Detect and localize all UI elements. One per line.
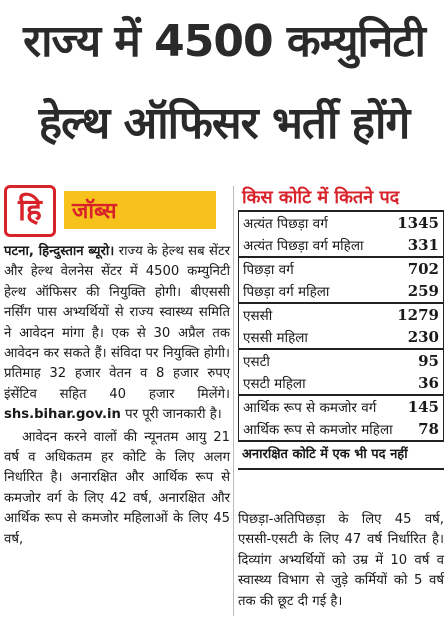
paragraph-1-text: राज्य के हेल्थ सब सेंटर और हेल्थ वेलनेस सेंटर में 4500 कम्युनिटी हेल्थ ऑफिसर की नियुक्ति होगी। बीएससी नर्सिंग पास अभ्यर्थियों से राज्य स्वास्थ्य समिति ने आवेदन मांगा है। एक से 30 अप्रैल तक आवेदन कर सकते हैं। संविदा पर नियुक्ति होगी। प्रतिमाह 32 हजार वेतन व 8 हजार रुपए इंसेंटिव सहित 40 हजार मिलेंगे। bbox=[4, 244, 231, 402]
logo-glyph: हि bbox=[18, 193, 42, 228]
row-label: आर्थिक रूप से कमजोर वर्ग bbox=[243, 400, 377, 416]
row-value: 259 bbox=[407, 282, 439, 300]
table-title: किस कोटि में कितने पद bbox=[238, 186, 444, 212]
row-label: एसटी महिला bbox=[243, 376, 306, 392]
article-paragraph-1 bbox=[4, 242, 230, 426]
row-label: अत्यंत पिछड़ा वर्ग bbox=[243, 216, 328, 232]
table-row bbox=[239, 212, 443, 234]
table-row bbox=[239, 350, 443, 372]
row-value: 230 bbox=[407, 328, 439, 346]
section-label: जॉब्स bbox=[72, 199, 117, 224]
table-body bbox=[238, 212, 444, 442]
dateline: पटना, हिन्दुस्तान ब्यूरो। bbox=[4, 244, 115, 259]
headline-line-1: राज्य में 4500 कम्युनिटी bbox=[23, 16, 425, 67]
table-row bbox=[239, 418, 443, 440]
row-label: पिछड़ा वर्ग महिला bbox=[243, 284, 330, 300]
row-label: एससी bbox=[243, 308, 273, 324]
website-link[interactable]: shs.bihar.gov.in bbox=[4, 407, 121, 423]
row-value: 36 bbox=[418, 374, 439, 392]
section-brand bbox=[4, 185, 216, 237]
table-row bbox=[239, 372, 443, 394]
row-value: 145 bbox=[407, 398, 439, 416]
row-value: 78 bbox=[418, 420, 439, 438]
table-group bbox=[239, 304, 443, 350]
row-value: 1279 bbox=[397, 306, 439, 324]
table-group bbox=[239, 258, 443, 304]
table-group bbox=[239, 212, 443, 258]
column-divider bbox=[233, 186, 234, 616]
row-value: 702 bbox=[407, 260, 439, 278]
row-label: अत्यंत पिछड़ा वर्ग महिला bbox=[243, 238, 364, 254]
table-row bbox=[239, 396, 443, 418]
row-value: 1345 bbox=[397, 214, 439, 232]
paragraph-1-tail: पर पूरी जानकारी है। bbox=[120, 407, 222, 423]
posts-table bbox=[238, 186, 444, 470]
headline-line-2: हेल्थ ऑफिसर भर्ती होंगे bbox=[38, 98, 410, 149]
row-value: 331 bbox=[407, 236, 439, 254]
hindustan-logo-icon bbox=[4, 185, 56, 237]
table-group bbox=[239, 396, 443, 442]
row-label: एसटी bbox=[243, 354, 270, 370]
table-footer: अनारक्षित कोटि में एक भी पद नहीं bbox=[238, 442, 444, 470]
row-value: 95 bbox=[418, 352, 439, 370]
row-label: एससी महिला bbox=[243, 330, 308, 346]
table-row bbox=[239, 234, 443, 256]
table-row bbox=[239, 326, 443, 348]
table-group bbox=[239, 350, 443, 396]
headline bbox=[0, 0, 448, 170]
article-paragraph-2: आवेदन करने वालों की न्यूनतम आयु 21 वर्ष व अधिकतम हर कोटि के लिए अलग निर्धारित है। अनारक्षित और आर्थिक रूप से कमजोर वर्ग के लिए 42 वर्ष, अनारक्षित और आर्थिक रूप से कमजोर महिलाओं के लिए 45 वर्ष, bbox=[4, 429, 230, 547]
table-row bbox=[239, 258, 443, 280]
table-row bbox=[239, 304, 443, 326]
article-body-right: पिछड़ा-अतिपिछड़ा के लिए 45 वर्ष, एससी-एसटी के लिए 47 वर्ष निर्धारित है। दिव्यांग अभ्यर्थियों को उम्र में 10 वर्ष व स्वास्थ्य विभाग से जुड़े कर्मियों को 5 वर्ष तक की छूट दी गई है। bbox=[238, 512, 444, 609]
row-label: आर्थिक रूप से कमजोर महिला bbox=[243, 422, 393, 438]
table-row bbox=[239, 280, 443, 302]
section-label-bar bbox=[64, 191, 216, 229]
article-body-left bbox=[4, 242, 230, 550]
row-label: पिछड़ा वर्ग bbox=[243, 262, 294, 278]
